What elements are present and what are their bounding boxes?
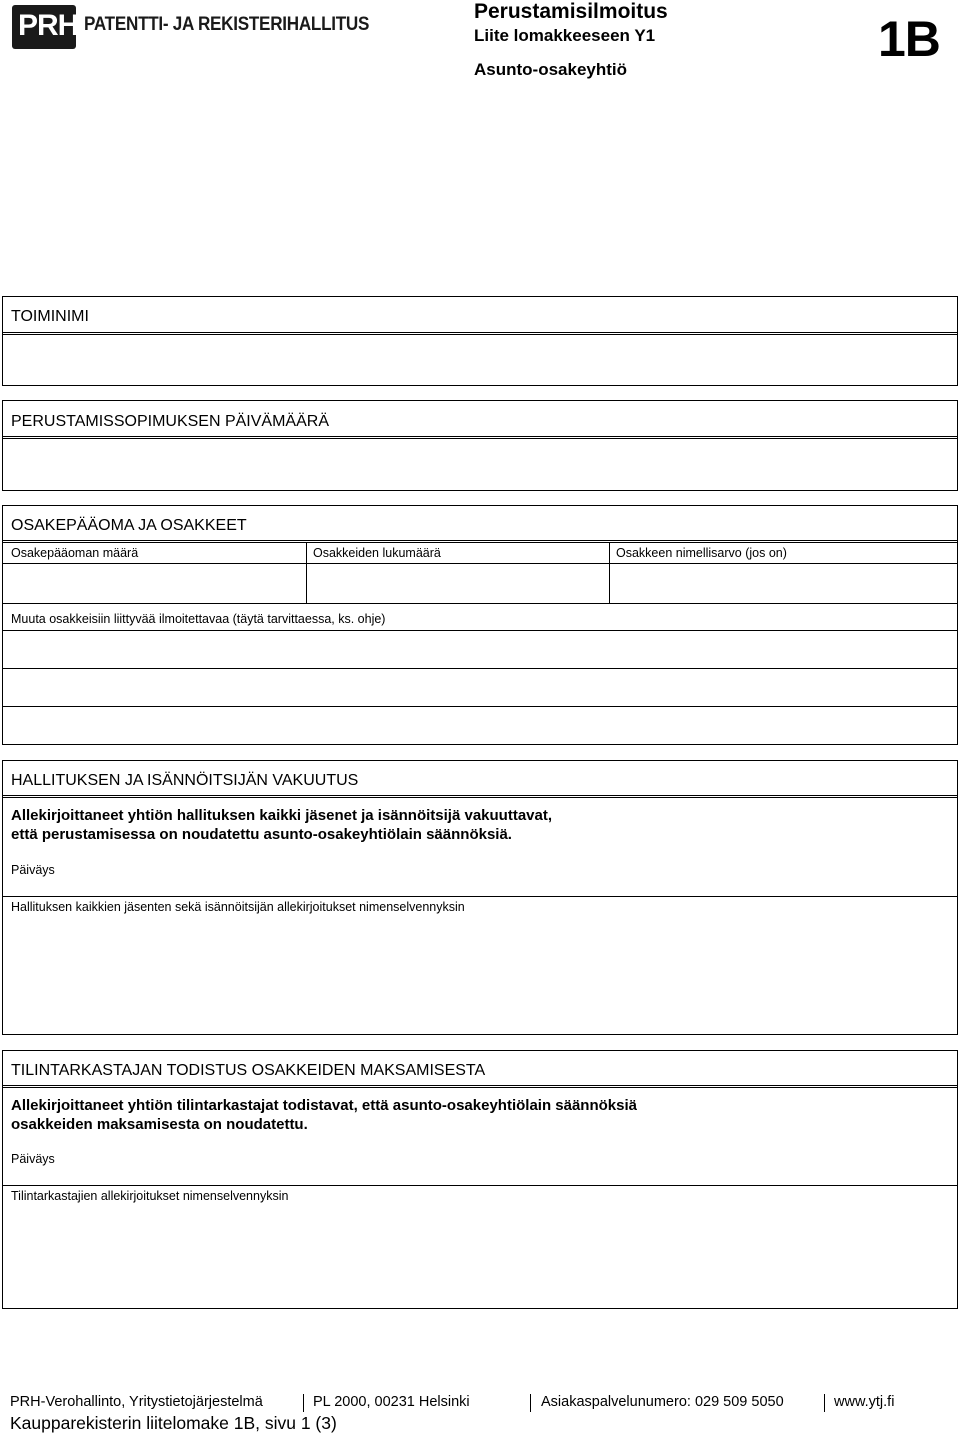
prh-logo-mark	[12, 5, 79, 49]
divider	[3, 603, 957, 604]
paivays-label: Päiväys	[11, 1152, 55, 1166]
section-header	[3, 506, 957, 543]
section-header	[3, 401, 957, 439]
osakepaaoma-label: Osakepääoman määrä	[11, 546, 139, 560]
tilintarkastaja-text	[11, 1096, 637, 1134]
logo-mark-text: PRH	[18, 9, 79, 42]
footer-separator	[824, 1394, 825, 1412]
company-type: Asunto-osakeyhtiö	[474, 60, 628, 79]
tilintarkastaja-allekirjoitukset-field[interactable]	[3, 1206, 957, 1308]
vakuutus-text-line-1: Allekirjoittaneet yhtiön hallituksen kaikki jäsenet ja isännöitsijä vakuuttavat,	[11, 807, 553, 824]
section-toiminimi	[2, 296, 958, 386]
vakuutus-allekirjoitukset-field[interactable]	[3, 917, 957, 1034]
muuta-osakkeisiin-label: Muuta osakkeisiin liittyvää ilmoitettavaa (täytä tarvittaessa, ks. ohje)	[11, 612, 386, 626]
logo-text: PATENTTI- JA REKISTERIHALLITUS	[84, 14, 370, 35]
divider	[3, 896, 957, 897]
muuta-field-line-1[interactable]	[3, 631, 957, 668]
footer-separator	[303, 1394, 304, 1412]
allekirjoitukset-label: Hallituksen kaikkien jäsenten sekä isännöitsijän allekirjoitukset nimenselvennyksin	[11, 900, 465, 914]
form-subtitle: Liite lomakkeeseen Y1	[474, 26, 656, 45]
section-header	[3, 1051, 957, 1088]
form-title: Perustamisilmoitus	[474, 0, 668, 23]
footer-address: PL 2000, 00231 Helsinki	[313, 1394, 470, 1410]
footer-web-link[interactable]: www.ytj.fi	[834, 1394, 895, 1410]
nimellisarvo-label: Osakkeen nimellisarvo (jos on)	[616, 546, 787, 560]
footer-page-info: Kaupparekisterin liitelomake 1B, sivu 1 (3)	[10, 1413, 337, 1433]
section-vakuutus	[2, 760, 958, 1035]
section-header	[3, 761, 957, 798]
osakkeiden-lukumaara-field[interactable]	[307, 564, 609, 603]
tilintarkastaja-text-line-1: Allekirjoittaneet yhtiön tilintarkastajat todistavat, että asunto-osakeyhtiölain säännöksiä	[11, 1097, 637, 1114]
vakuutus-text	[11, 806, 552, 844]
paivays-label: Päiväys	[11, 863, 55, 877]
footer-phone: Asiakaspalvelunumero: 029 509 5050	[541, 1394, 784, 1410]
section-title-tilintarkastaja: TILINTARKASTAJAN TODISTUS OSAKKEIDEN MAKSAMISESTA	[11, 1062, 486, 1079]
osakepaaoma-field[interactable]	[3, 564, 305, 603]
allekirjoitukset-label: Tilintarkastajien allekirjoitukset nimenselvennyksin	[11, 1189, 289, 1203]
section-title-toiminimi: TOIMINIMI	[11, 308, 89, 325]
section-paivamaara	[2, 400, 958, 491]
vakuutus-paivays-field[interactable]	[3, 859, 957, 896]
section-title-vakuutus: HALLITUKSEN JA ISÄNNÖITSIJÄN VAKUUTUS	[11, 772, 359, 789]
section-tilintarkastaja	[2, 1050, 958, 1309]
paivamaara-field[interactable]	[3, 439, 957, 490]
toiminimi-field[interactable]	[3, 335, 957, 385]
tilintarkastaja-paivays-field[interactable]	[3, 1148, 957, 1185]
section-title-paivamaara: PERUSTAMISSOPIMUKSEN PÄIVÄMÄÄRÄ	[11, 413, 329, 430]
osakkeiden-lukumaara-label: Osakkeiden lukumäärä	[313, 546, 441, 560]
footer-separator	[530, 1394, 531, 1412]
footer-org: PRH-Verohallinto, Yritystietojärjestelmä	[10, 1394, 263, 1410]
section-header	[3, 297, 957, 335]
tilintarkastaja-text-line-2: osakkeiden maksamisesta on noudatettu.	[11, 1116, 308, 1133]
nimellisarvo-field[interactable]	[610, 564, 957, 603]
vakuutus-text-line-2: että perustamisessa on noudatettu asunto-osakeyhtiölain säännöksiä.	[11, 826, 512, 843]
form-code: 1B	[878, 11, 940, 67]
divider	[3, 1185, 957, 1186]
muuta-field-line-2[interactable]	[3, 669, 957, 706]
section-osakepaaoma	[2, 505, 958, 745]
section-title-osakepaaoma: OSAKEPÄÄOMA JA OSAKKEET	[11, 517, 247, 534]
prh-logo	[12, 5, 370, 51]
muuta-field-line-3[interactable]	[3, 707, 957, 744]
